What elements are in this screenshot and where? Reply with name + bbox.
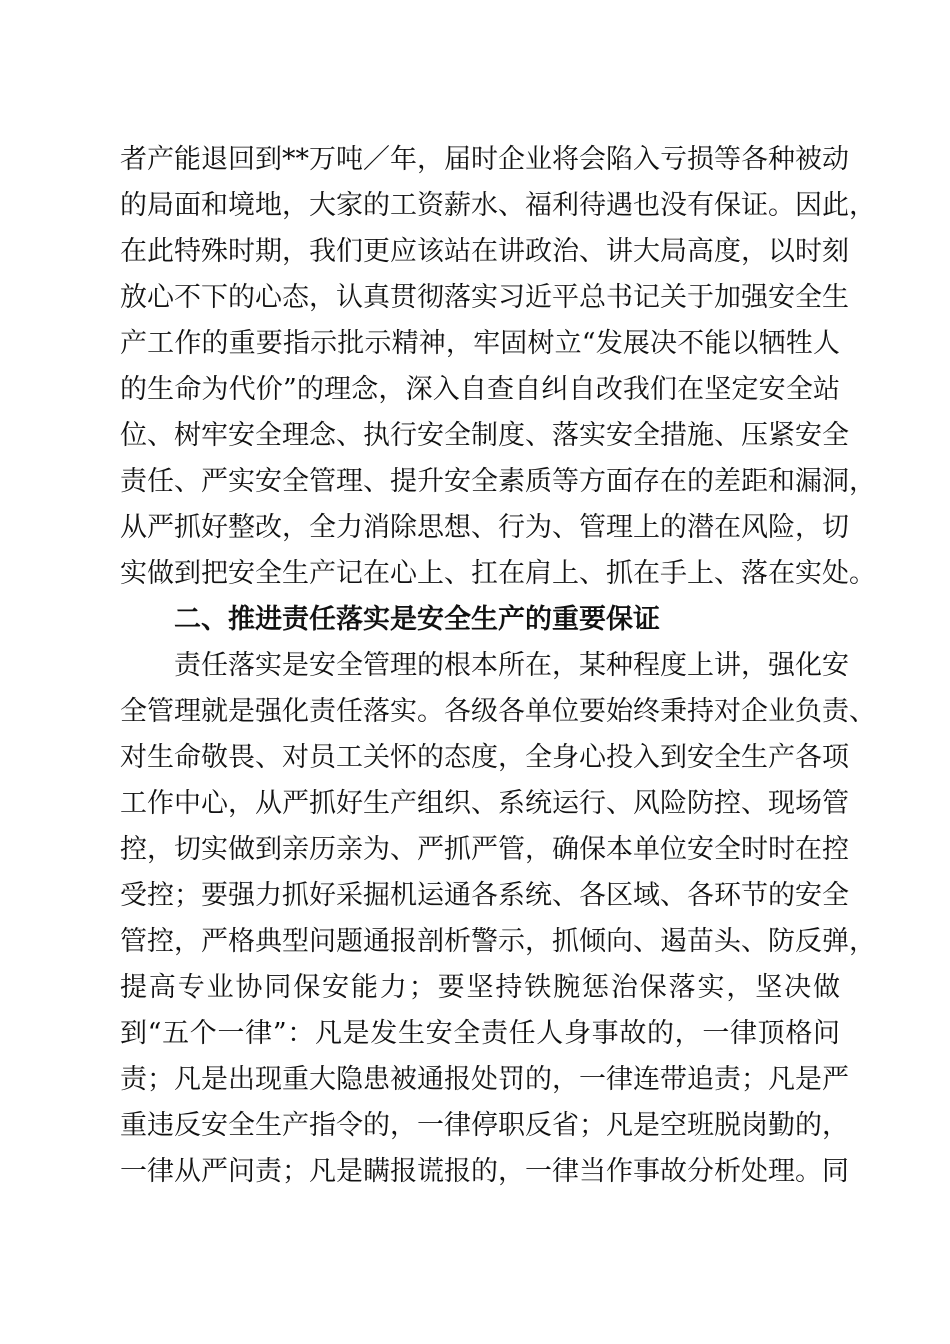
section-heading: 二、推进责任落实是安全生产的重要保证	[174, 604, 660, 635]
paragraph-line: 的生命为代价”的理念，深入自查自纠自改我们在坚定安全站	[120, 374, 840, 405]
paragraph-line: 责任落实是安全管理的根本所在，某种程度上讲，强化安	[174, 650, 849, 681]
paragraph-line: 位、树牢安全理念、执行安全制度、落实安全措施、压紧安全	[120, 420, 849, 451]
paragraph-line: 放心不下的心态，认真贯彻落实习近平总书记关于加强安全生	[120, 282, 849, 313]
paragraph-line: 受控；要强力抓好采掘机运通各系统、各区域、各环节的安全	[120, 880, 849, 911]
paragraph-line: 者产能退回到**万吨／年，届时企业将会陷入亏损等各种被动	[120, 144, 849, 175]
paragraph-line: 全管理就是强化责任落实。各级各单位要始终秉持对企业负责、	[120, 696, 876, 727]
paragraph-line: 的局面和境地，大家的工资薪水、福利待遇也没有保证。因此，	[120, 190, 876, 221]
paragraph-line: 工作中心，从严抓好生产组织、系统运行、风险防控、现场管	[120, 788, 849, 819]
paragraph-line: 责任、严实安全管理、提升安全素质等方面存在的差距和漏洞，	[120, 466, 876, 497]
paragraph-line: 管控，严格典型问题通报剖析警示，抓倾向、遏苗头、防反弹，	[120, 926, 876, 957]
paragraph-line: 产工作的重要指示批示精神，牢固树立“发展决不能以牺牲人	[120, 328, 840, 359]
paragraph-line: 对生命敬畏、对员工关怀的态度，全身心投入到安全生产各项	[120, 742, 849, 773]
paragraph-line: 一律从严问责；凡是瞒报谎报的，一律当作事故分析处理。同	[120, 1156, 849, 1187]
paragraph-line: 重违反安全生产指令的，一律停职反省；凡是空班脱岗勤的，	[120, 1110, 849, 1141]
paragraph-line: 到“五个一律”：凡是发生安全责任人身事故的，一律顶格问	[120, 1018, 840, 1049]
paragraph-line: 控，切实做到亲历亲为、严抓严管，确保本单位安全时时在控	[120, 834, 849, 865]
paragraph-line: 实做到把安全生产记在心上、扛在肩上、抓在手上、落在实处。	[120, 558, 876, 589]
paragraph-line: 提高专业协同保安能力；要坚持铁腕惩治保落实，坚决做	[120, 972, 840, 1003]
paragraph-line: 在此特殊时期，我们更应该站在讲政治、讲大局高度，以时刻	[120, 236, 849, 267]
paragraph-line: 责；凡是出现重大隐患被通报处罚的，一律连带追责；凡是严	[120, 1064, 849, 1095]
paragraph-line: 从严抓好整改，全力消除思想、行为、管理上的潜在风险，切	[120, 512, 849, 543]
